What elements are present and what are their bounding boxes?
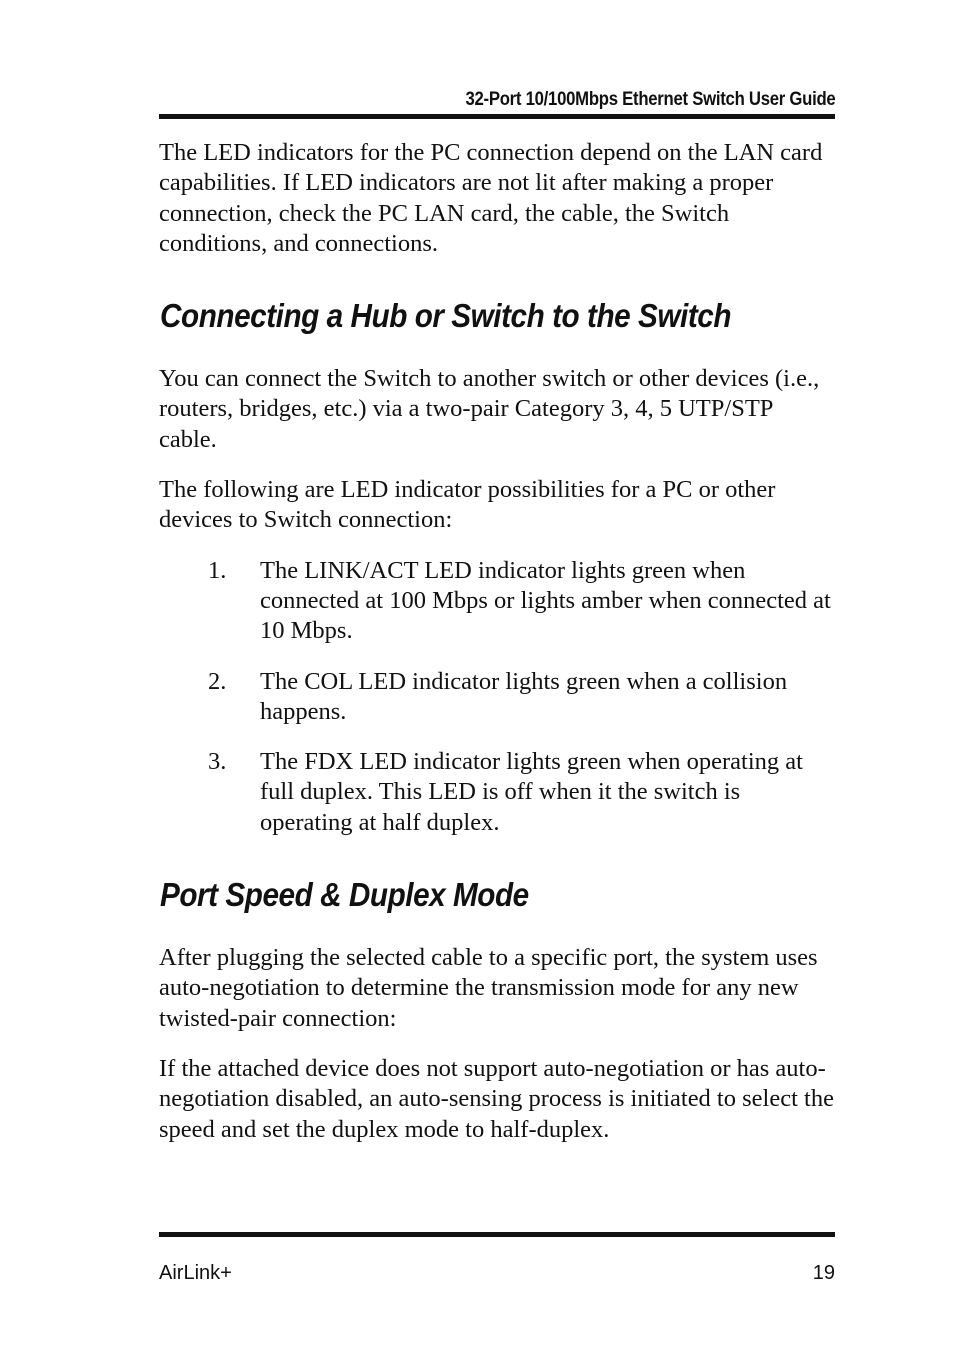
running-header: 32-Port 10/100Mbps Ethernet Switch User Guide [464, 89, 835, 110]
list-item-text: The COL LED indicator lights green when a collision happens. [260, 667, 788, 725]
list-item [159, 747, 835, 838]
page-content [159, 138, 835, 1165]
list-item-text: The LINK/ACT LED indicator lights green when connected at 100 Mbps or lights amber when connected at 10 Mbps. [260, 556, 831, 645]
list-number: 2. [208, 667, 227, 695]
list-number: 3. [208, 748, 227, 776]
list-item [159, 556, 835, 647]
footer-rule [159, 1232, 835, 1237]
paragraph: If the attached device does not support auto-negotiation or has auto-negotiation disabled, an auto-sensing process is initiated to select the speed and set the duplex mode to half-duplex. [159, 1054, 834, 1143]
list-item [159, 667, 835, 728]
paragraph: The following are LED indicator possibilities for a PC or other devices to Switch connection: [159, 476, 776, 534]
list-item-text: The FDX LED indicator lights green when operating at full duplex. This LED is off when it the switch is operating at half duplex. [260, 748, 803, 836]
document-page [159, 0, 835, 1352]
footer-brand: AirLink+ [159, 1262, 232, 1284]
list-number: 1. [208, 556, 227, 584]
paragraph: After plugging the selected cable to a specific port, the system uses auto-negotiation to determine the transmission mode for any new twisted-pair connection: [159, 944, 818, 1032]
paragraph: You can connect the Switch to another switch or other devices (i.e., routers, bridges, etc.) via a two-pair Category 3, 4, 5 UTP/STP cable. [159, 365, 820, 453]
led-indicator-list [159, 556, 835, 838]
header-rule [159, 114, 835, 119]
section-heading-hub-connection: Connecting a Hub or Switch to the Switch [160, 297, 732, 335]
intro-paragraph: The LED indicators for the PC connection depend on the LAN card capabilities. If LED indicators are not lit after making a proper connection, check the PC LAN card, the cable, the Switch conditions, and connections. [159, 139, 823, 257]
section-heading-port-speed: Port Speed & Duplex Mode [160, 876, 529, 914]
page-number: 19 [812, 1262, 835, 1284]
